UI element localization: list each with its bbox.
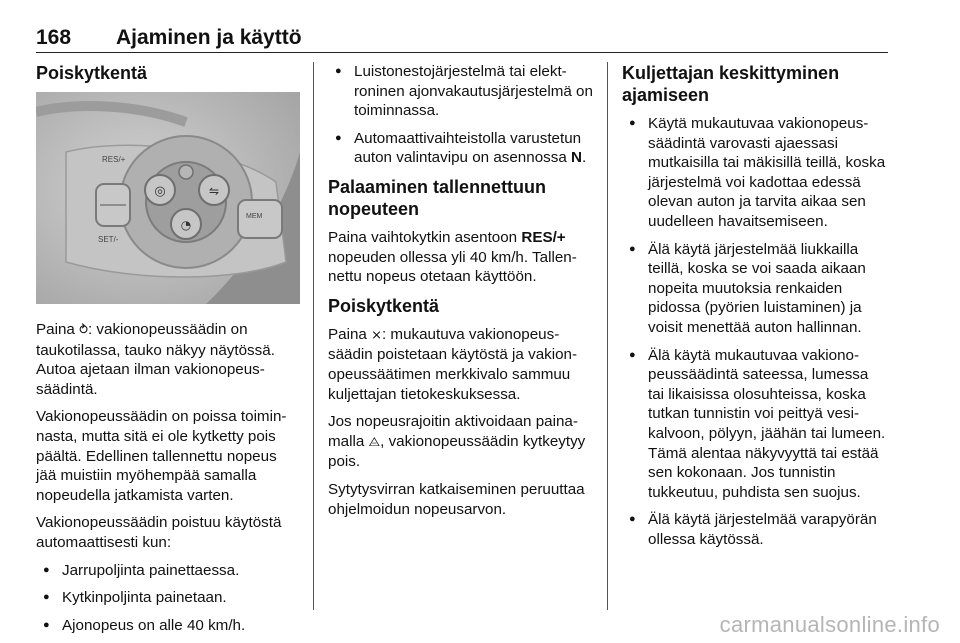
section-heading-palaaminen: Palaaminen tallennettuun nopeuteen <box>328 176 547 219</box>
chapter-title: Ajaminen ja käyttö <box>116 26 302 49</box>
steering-wheel-controls-illustration <box>36 92 300 304</box>
paragraph: Vakionopeussäädin on poissa toiminnasta, mutta sitä ei ole kytketty pois päältä. Edellinen tallennettu nopeus jää muistiin myöhempää samalla nopeudella jatkamista varten. <box>36 408 287 504</box>
svg-text:◔: ◔ <box>180 218 192 232</box>
section-heading-poiskytkenta: Poiskytkentä <box>36 63 148 83</box>
column-1 <box>36 62 300 643</box>
watermark: carmanualsonline.info <box>719 612 940 637</box>
paragraph: Paina vaihtokytkin asentoon RES/+ nopeuden ollessa yli 40 km/h. Tallennettu nopeus otetaan käyttöön. <box>328 228 577 286</box>
paragraph: Paina ⥁: vakionopeussäädin on taukotilassa, tauko näkyy näytössä. Autoa ajetaan ilman vakionopeussäädintä. <box>36 321 275 398</box>
list-item: ● Kytkinpoljinta painetaan. <box>36 588 300 608</box>
speed-limiter-icon: ⨺ <box>368 434 381 450</box>
page-number: 168 <box>36 26 72 49</box>
list-item: ● Automaattivaihteistolla varustetun auton valintavipu on asennossa N. <box>328 129 594 168</box>
bullet-list <box>36 561 300 636</box>
list-item: ● Jarrupoljinta painettaessa. <box>36 561 300 581</box>
list-item: ● Älä käytä mukautuvaa vakionopeussäädintä sateessa, lumessa tai likaisissa olosuhteissa, koska tutkan tunnistin voi peittyä vesikalvoon, pölyyn, jäähän tai lumeen. Tämä alentaa näkyvyyttä tai estää sen kokonaan. Jos tunnistin tukkeutuu, puhdista sen suojus. <box>622 346 888 503</box>
cancel-icon: ⨯ <box>371 327 382 343</box>
set-label: SET/- <box>98 235 119 244</box>
section-heading-keskittyminen: Kuljettajan keskittyminen ajamiseen <box>622 63 840 105</box>
mem-label: MEM <box>246 213 263 220</box>
paragraph: Vakionopeussäädin poistuu käytöstä automaattisesti kun: <box>36 514 282 551</box>
paragraph: Paina ⨯: mukautuva vakionopeussäädin poistetaan käytöstä ja vakionopeussäätimen merkkivalo sammuu kuljettajan tietokeskuksessa. <box>328 325 578 403</box>
list-item: ● Ajonopeus on alle 40 km/h. <box>36 616 300 636</box>
svg-text:◎: ◎ <box>154 184 166 199</box>
list-item: ● Käytä mukautuvaa vakionopeussäädintä varovasti ajaessasi mutkaisilla tai mäkisillä teillä, koska järjestelmä voi kadottaa edessä olevan auton ja tarvita aikaa sen uudelleen havaitsemiseen. <box>622 114 888 232</box>
paragraph: Sytytysvirran katkaiseminen peruuttaa ohjelmoidun nopeusarvon. <box>328 480 585 518</box>
bullet-list <box>328 62 594 168</box>
page-header <box>36 22 888 53</box>
bullet-list <box>622 114 888 549</box>
column-divider <box>313 62 314 610</box>
column-divider <box>607 62 608 610</box>
pause-icon: ⥁ <box>79 323 88 338</box>
section-heading-poiskytkenta-2: Poiskytkentä <box>328 295 440 316</box>
column-3 <box>622 62 888 557</box>
paragraph: Jos nopeusrajoitin aktivoidaan painamalla ⨺, vakionopeussäädin kytkeytyy pois. <box>328 413 586 471</box>
list-item: ● Luistonestojärjestelmä tai elektroninen ajonvakautusjärjestelmä on toiminnassa. <box>328 62 594 121</box>
res-label: RES/+ <box>102 155 126 164</box>
steering-wheel-svg <box>36 92 300 304</box>
list-item: ● Älä käytä järjestelmää liukkailla teillä, koska se voi saada aikaan nopeita muutoksia renkaiden pidossa (pyörien luistaminen) ja voisit menettää auton hallinnan. <box>622 240 888 338</box>
svg-text:⇋: ⇋ <box>208 184 220 198</box>
list-item: ● Älä käytä järjestelmää varapyörän ollessa käytössä. <box>622 510 888 549</box>
column-2 <box>328 62 594 527</box>
